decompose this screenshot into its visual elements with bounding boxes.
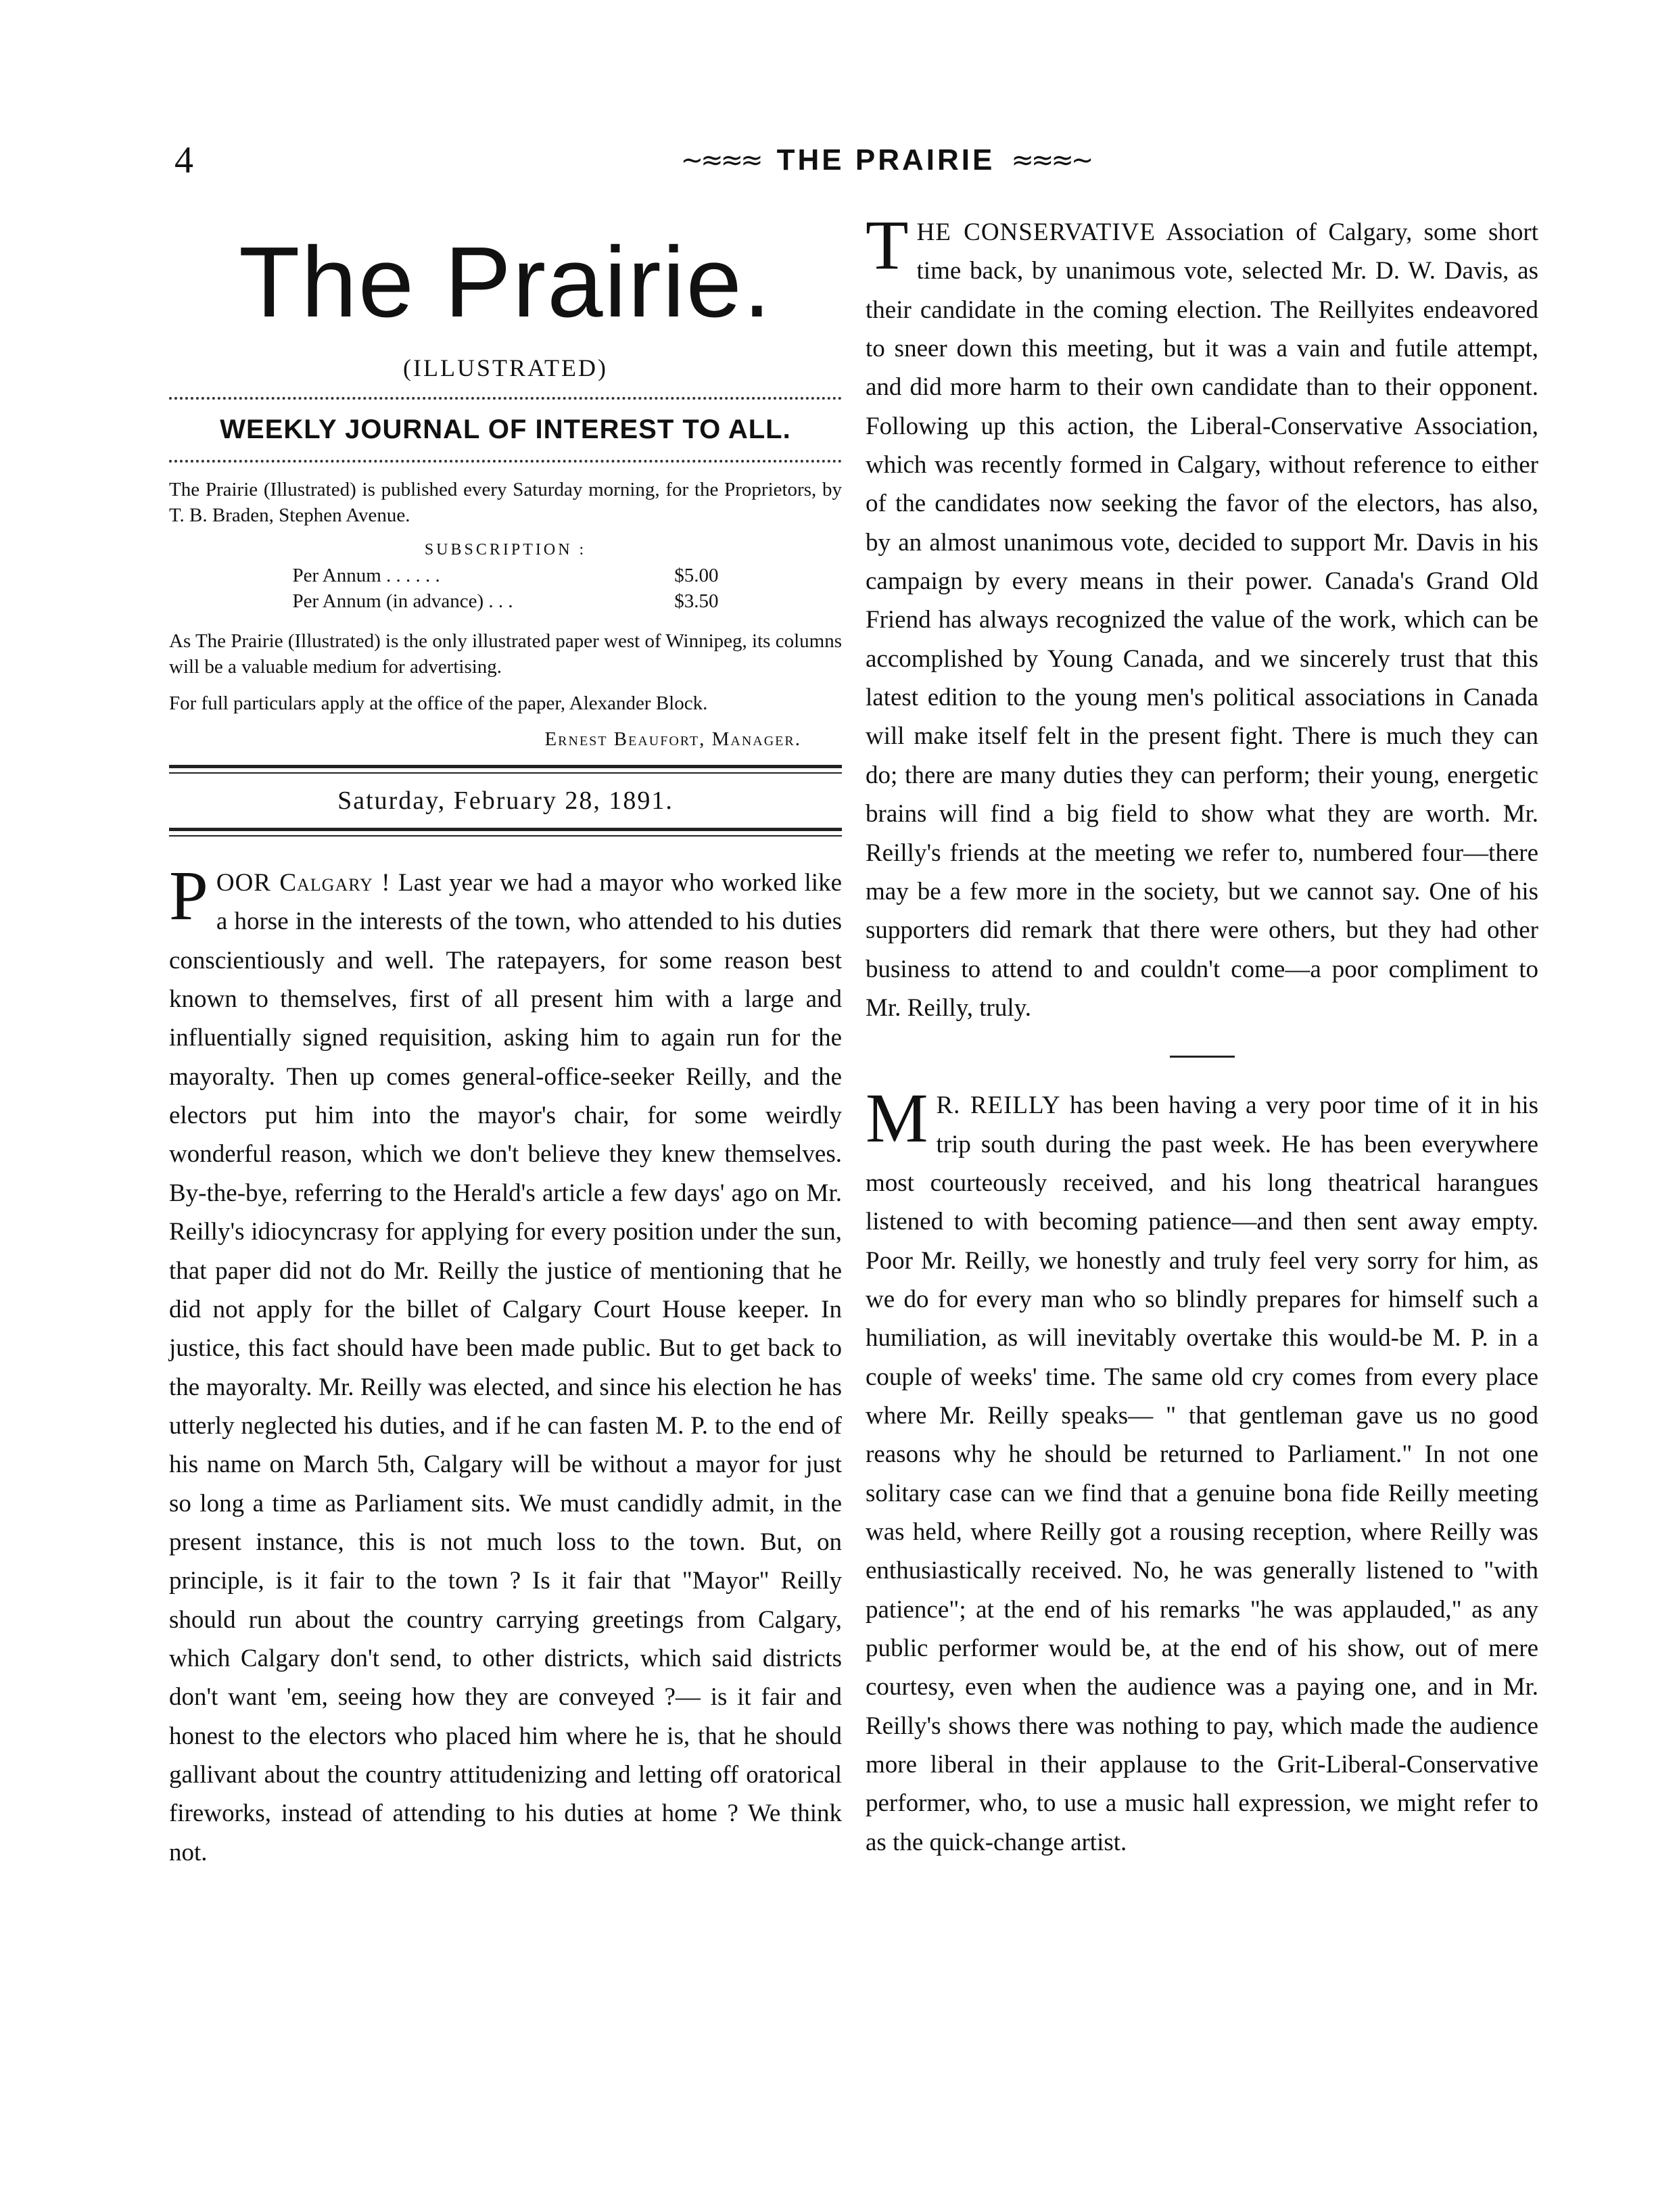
publication-info bbox=[169, 477, 842, 753]
ornament-right: ≈≈≈~ bbox=[1011, 145, 1091, 176]
subscription-heading: SUBSCRIPTION : bbox=[424, 540, 587, 559]
subscription-label: Per Annum (in advance) . . . bbox=[292, 590, 513, 612]
double-rule bbox=[169, 765, 842, 774]
subscription-row bbox=[293, 589, 719, 615]
particulars-note: For full particulars apply at the office of the paper, Alexander Block. bbox=[169, 692, 708, 714]
issue-date: Saturday, February 28, 1891. bbox=[337, 786, 674, 816]
article-conservative-association bbox=[866, 206, 1538, 1027]
masthead-motto: WEEKLY JOURNAL OF INTEREST TO ALL. bbox=[220, 415, 791, 445]
running-header bbox=[595, 143, 1177, 177]
manager-signature: Ernest Beaufort, Manager. bbox=[544, 728, 801, 751]
left-column bbox=[169, 216, 842, 1872]
article-text: Association of Calgary, some short time back, by unanimous vote, selected Mr. D. W. Davis, as their candidate in the coming election. The Reillyites endeavored to sneer down this meeting, but it was a vain and futile attempt, and did more harm to their own candidate than to their opponent. Following up this action, the Liberal-Conservative Association, which was recently formed in Calgary, without reference to either of the candidates now seeking the favor of the electors, has also, by an almost unanimous vote, decided to support Mr. Davis in his campaign by every means in their power. Canada's Grand Old Friend has always recognized the value of the work, which can be accomplished by Young Canada, and we sincerely trust that this latest edition to the young men's political associations in Canada will make itself felt in the present fight. There is much they can do; there are many duties they can perform; their young, energetic brains will find a big field to show what they are worth. Mr. Reilly's friends at the meeting we refer to, numbered four—there may be a few more in the society, but we cannot say. One of his supporters did remark that there were others, but they had other business to attend to and couldn't come—a poor compliment to Mr. Reilly, truly. bbox=[866, 218, 1538, 1022]
ornament-left: ~≈≈≈ bbox=[680, 145, 761, 176]
masthead-subtitle: (ILLUSTRATED) bbox=[403, 354, 608, 382]
right-column bbox=[866, 206, 1538, 1862]
drop-cap: T bbox=[866, 206, 909, 284]
subscription-row bbox=[293, 563, 719, 589]
drop-cap: P bbox=[169, 857, 208, 935]
drop-cap: M bbox=[866, 1079, 928, 1158]
article-text: has been having a very poor time of it in his trip south during the past week. He has been everywhere most courteously received, and his long theatrical harangues listened to with becoming patience—and then sent away empty. Poor Mr. Reilly, we honestly and truly feel very sorry for him, as we do for every man who so blindly prepares for himself such a humiliation, as will inevitably overtake this would-be M. P. in a couple of weeks' time. The same old cry comes from every place where Mr. Reilly speaks— " that gentleman gave us no good reasons why he should be returned to Parliament." In not one solitary case can we find that a genuine bona fide Reilly meeting was held, where Reilly got a rousing reception, where Reilly was enthusiastically received. No, he was generally listened to "with patience"; at the end of his remarks "he was applauded," as any public performer would be, at the end of his show, out of mere courtesy, even when the audience was a paying one, and in Mr. Reilly's shows there was nothing to pay, which made the audience more liberal in their applause to the Grit-Liberal-Conservative performer, who, to use a music hall expression, we might refer to as the quick-change artist. bbox=[866, 1091, 1538, 1856]
publication-note: The Prairie (Illustrated) is published every Saturday morning, for the Proprietors, by T. B. Braden, Stephen Avenue. bbox=[169, 479, 842, 527]
article-opening: HE CONSERVATIVE bbox=[916, 218, 1156, 246]
article-mr-reilly bbox=[866, 1079, 1538, 1862]
subscription-label: Per Annum . . . . . . bbox=[292, 564, 440, 586]
running-title: THE PRAIRIE bbox=[776, 143, 995, 177]
subscription-price: $5.00 bbox=[674, 564, 719, 586]
subscription-price: $3.50 bbox=[674, 590, 719, 612]
article-opening: R. REILLY bbox=[936, 1091, 1061, 1120]
subscription-table bbox=[293, 563, 719, 614]
article-separator bbox=[1170, 1056, 1235, 1058]
double-rule bbox=[169, 828, 842, 837]
article-text: Last year we had a mayor who worked like a horse in the interests of the town, who attended to his duties conscientiously and well. The ratepayers, for some reason best known to themselves, first of all present him with a large and influentially signed requisition, asking him to again run for the mayoralty. Then up comes general-office-seeker Reilly, and the electors put him into the mayor's chair, for some weirdly wonderful reason, which we don't believe they knew themselves. By-the-bye, referring to the Herald's article a few days' ago on Mr. Reilly's idiocyncrasy for applying for every position under the sun, that paper did not do Mr. Reilly the justice of mentioning that he did not apply for the billet of Calgary Court House keeper. In justice, this fact should have been made public. But to get back to the mayoralty. Mr. Reilly was elected, and since his election he has utterly neglected his duties, and if he can fasten M. P. to the end of his name on March 5th, Calgary will be without a mayor for just so long a time as Parliament sits. We must candidly admit, in the present instance, this is not much loss to the town. But, on principle, is it fair to the town ? Is it fair that "Mayor" Reilly should run about the country carrying greetings from Calgary, which Calgary don't send, to other districts, which said districts don't want 'em, seeing how they are conveyed ?— is it fair and honest to the electors who placed him where he is, that he should gallivant about the country attitudenizing and letting off oratorical fireworks, instead of attending to his duties at home ? We think not. bbox=[169, 869, 843, 1866]
dotted-rule bbox=[169, 397, 842, 400]
article-poor-calgary bbox=[169, 857, 843, 1872]
article-opening: OOR Calgary ! bbox=[216, 869, 391, 897]
advertising-note: As The Prairie (Illustrated) is the only illustrated paper west of Winnipeg, its columns will be a valuable medium for advertising. bbox=[169, 630, 842, 678]
page-number: 4 bbox=[174, 139, 193, 181]
dotted-rule bbox=[169, 460, 842, 463]
masthead-title: The Prairie. bbox=[239, 227, 772, 338]
